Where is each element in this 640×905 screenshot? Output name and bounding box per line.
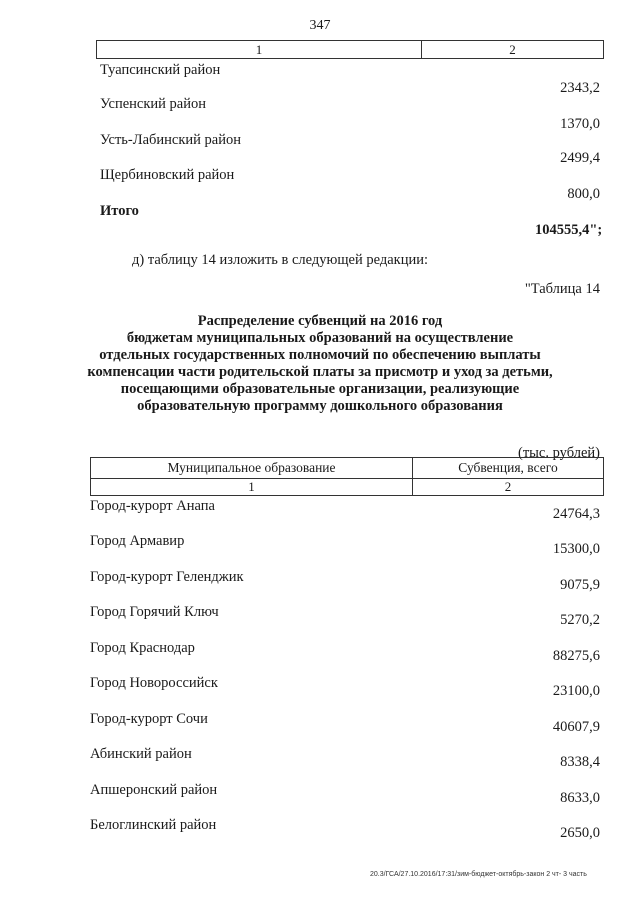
table-row-value: 88275,6 [552, 648, 600, 664]
table-row-value: 15300,0 [552, 541, 600, 557]
table-row-value: 800,0 [567, 186, 600, 202]
table-row-name: Город-курорт Геленджик [90, 569, 244, 585]
table-row-name: Город-курорт Анапа [90, 498, 215, 514]
title-line: образовательную программу дошкольного образования [137, 398, 503, 414]
title-line: Распределение субвенций на 2016 год [197, 313, 443, 329]
table-title [0, 313, 640, 415]
intro-text: д) таблицу 14 изложить в следующей редакции: [132, 252, 429, 268]
table-label: "Таблица 14 [524, 281, 600, 297]
table-row-value: 1370,0 [560, 116, 600, 132]
top-column-header [96, 40, 604, 59]
table-row-value: 24764,3 [552, 506, 600, 522]
footer-file-path: 20.3/ГСА/27.10.2016/17:31/зим-бюджет-октябрь-закон 2 чт- 3 часть [370, 871, 587, 878]
table-row-value: 8633,0 [560, 790, 600, 806]
column-number: 2 [421, 41, 603, 58]
table-row-value: 5270,2 [560, 612, 600, 628]
table-row-value: 2343,2 [560, 80, 600, 96]
total-value: 104555,4"; [535, 222, 603, 238]
table-row-name: Усть-Лабинский район [100, 132, 241, 148]
table-row-name: Белоглинский район [90, 817, 217, 833]
table-row-value: 9075,9 [560, 577, 600, 593]
column-number: 1 [255, 42, 263, 57]
title-line: отдельных государственных полномочий по обеспечению выплаты [99, 347, 541, 363]
column-header: Субвенция, всего [412, 458, 603, 478]
total-label: Итого [100, 203, 139, 219]
column-header: Муниципальное образование [167, 460, 336, 475]
page-number: 347 [309, 18, 331, 33]
table-row-name: Апшеронский район [90, 782, 218, 798]
title-line: бюджетам муниципальных образований на осуществление [126, 330, 514, 346]
table-row-name: Город Горячий Ключ [90, 604, 219, 620]
table-row-value: 2499,4 [560, 150, 600, 166]
title-line: компенсации части родительской платы за присмотр и уход за детьми, [87, 364, 553, 380]
table-row-name: Щербиновский район [100, 167, 235, 183]
table-row-value: 40607,9 [552, 719, 600, 735]
table-row-name: Город Новороссийск [90, 675, 218, 691]
main-table-header [90, 457, 604, 496]
title-line: посещающими образовательные организации, реализующие [120, 381, 520, 397]
table-row-name: Город Краснодар [90, 640, 195, 656]
table-row-value: 8338,4 [560, 754, 600, 770]
table-row-value: 23100,0 [552, 683, 600, 699]
table-row-name: Успенский район [100, 96, 206, 112]
table-row-name: Город-курорт Сочи [90, 711, 208, 727]
table-row-name: Город Армавир [90, 533, 185, 549]
table-row-name: Абинский район [90, 746, 192, 762]
column-number: 2 [412, 479, 603, 495]
column-number: 1 [248, 479, 255, 494]
units-label: (тыс. рублей) [518, 445, 600, 461]
table-row-value: 2650,0 [560, 825, 600, 841]
table-row-name: Туапсинский район [100, 62, 221, 78]
